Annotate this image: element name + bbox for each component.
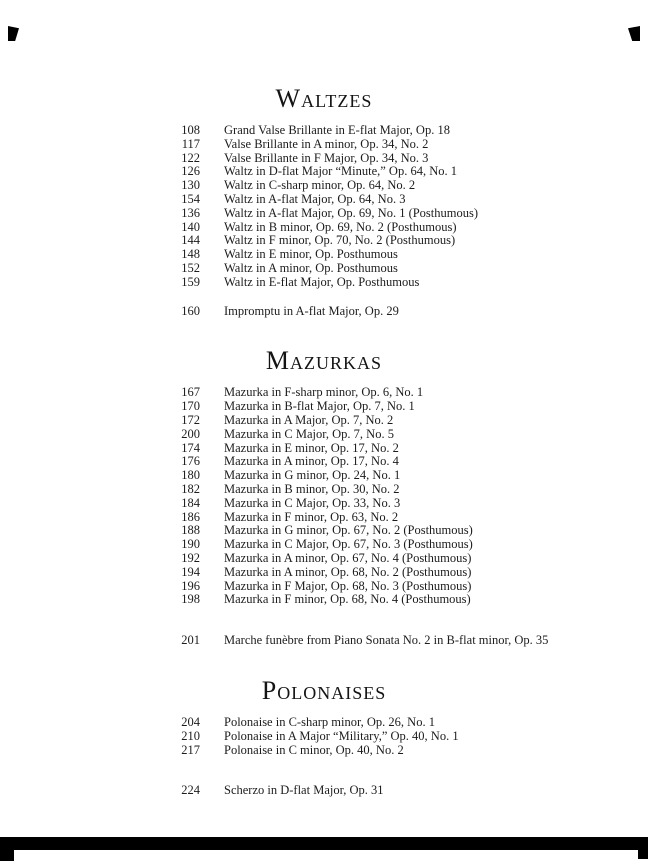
table-of-contents <box>0 84 648 798</box>
entry-page-number: 174 <box>181 440 200 455</box>
entry-page-number: 217 <box>181 742 200 757</box>
entry-page-number: 122 <box>181 150 200 165</box>
toc-entry <box>152 305 648 319</box>
entry-title: Waltz in D-flat Major “Minute,” Op. 64, No. 1 <box>224 164 457 179</box>
entry-page-number: 176 <box>181 454 200 469</box>
entry-page-number: 144 <box>181 233 200 248</box>
toc-entry <box>152 276 648 290</box>
entry-page-number: 194 <box>181 564 200 579</box>
toc-entry <box>152 716 648 730</box>
entry-title: Mazurka in B minor, Op. 30, No. 2 <box>224 481 400 496</box>
entry-title: Mazurka in F minor, Op. 63, No. 2 <box>224 509 399 524</box>
entry-page-number: 167 <box>181 385 200 400</box>
entry-page-number: 196 <box>181 578 200 593</box>
toc-entry <box>152 262 648 276</box>
entry-page-number: 182 <box>181 481 200 496</box>
toc-entry <box>152 455 648 469</box>
entry-page-number: 192 <box>181 550 200 565</box>
entry-page-number: 136 <box>181 205 200 220</box>
entry-title: Mazurka in A Major, Op. 7, No. 2 <box>224 412 394 427</box>
toc-entry <box>152 784 648 798</box>
toc-entry <box>152 248 648 262</box>
entry-title: Polonaise in C minor, Op. 40, No. 2 <box>224 742 404 757</box>
entry-title: Mazurka in F minor, Op. 68, No. 4 (Posthumous) <box>224 592 471 607</box>
toc-entry <box>152 414 648 428</box>
toc-section <box>0 305 648 319</box>
scan-mark-bottom-right <box>638 845 648 859</box>
entry-title: Mazurka in G minor, Op. 24, No. 1 <box>224 468 401 483</box>
toc-section <box>0 676 648 757</box>
entry-page-number: 190 <box>181 537 200 552</box>
section-entries <box>0 124 648 290</box>
toc-entry <box>152 483 648 497</box>
entry-page-number: 160 <box>181 303 200 318</box>
entry-title: Waltz in E-flat Major, Op. Posthumous <box>224 274 420 289</box>
section-entries <box>0 784 648 798</box>
toc-entry <box>152 207 648 221</box>
toc-entry <box>152 511 648 525</box>
section-heading: Polonaises <box>261 675 387 705</box>
entry-title: Waltz in C-sharp minor, Op. 64, No. 2 <box>224 178 416 193</box>
entry-page-number: 200 <box>181 426 200 441</box>
entry-page-number: 201 <box>181 633 200 648</box>
entry-title: Mazurka in F Major, Op. 68, No. 3 (Posthumous) <box>224 578 472 593</box>
toc-section <box>0 634 648 648</box>
toc-entry <box>152 580 648 594</box>
entry-page-number: 184 <box>181 495 200 510</box>
entry-title: Mazurka in A minor, Op. 68, No. 2 (Posthumous) <box>224 564 472 579</box>
toc-entry <box>152 400 648 414</box>
toc-entry <box>152 566 648 580</box>
entry-title: Waltz in A-flat Major, Op. 64, No. 3 <box>224 191 406 206</box>
entry-page-number: 170 <box>181 399 200 414</box>
toc-entry <box>152 165 648 179</box>
entry-title: Valse Brillante in A minor, Op. 34, No. 2 <box>224 136 429 151</box>
toc-entry <box>152 469 648 483</box>
toc-entry <box>152 234 648 248</box>
toc-entry <box>152 552 648 566</box>
scan-mark-top-right <box>628 26 640 41</box>
section-entries <box>0 716 648 757</box>
toc-section <box>0 784 648 798</box>
entry-title: Mazurka in G minor, Op. 67, No. 2 (Posthumous) <box>224 523 473 538</box>
toc-entry <box>152 744 648 758</box>
toc-entry <box>152 138 648 152</box>
toc-entry <box>152 593 648 607</box>
toc-entry <box>152 524 648 538</box>
entry-page-number: 224 <box>181 783 200 798</box>
entry-title: Mazurka in F-sharp minor, Op. 6, No. 1 <box>224 385 424 400</box>
toc-entry <box>152 386 648 400</box>
toc-entry <box>152 538 648 552</box>
entry-page-number: 159 <box>181 274 200 289</box>
section-entries <box>0 305 648 319</box>
entry-title: Valse Brillante in F Major, Op. 34, No. 3 <box>224 150 429 165</box>
entry-title: Waltz in F minor, Op. 70, No. 2 (Posthumous) <box>224 233 456 248</box>
scan-mark-top-left <box>8 26 19 41</box>
entry-title: Waltz in B minor, Op. 69, No. 2 (Posthumous) <box>224 219 457 234</box>
toc-section <box>0 84 648 290</box>
entry-page-number: 108 <box>181 123 200 137</box>
scan-mark-bottom-left <box>0 845 14 861</box>
toc-entry <box>152 221 648 235</box>
toc-entry <box>152 634 648 648</box>
entry-title: Mazurka in E minor, Op. 17, No. 2 <box>224 440 399 455</box>
entry-page-number: 204 <box>181 714 200 729</box>
entry-title: Waltz in A minor, Op. Posthumous <box>224 260 398 275</box>
entry-title: Mazurka in C Major, Op. 33, No. 3 <box>224 495 401 510</box>
entry-page-number: 117 <box>181 136 200 151</box>
entry-page-number: 198 <box>181 592 200 607</box>
entry-page-number: 188 <box>181 523 200 538</box>
toc-entry <box>152 152 648 166</box>
scan-mark-bottom-bar <box>0 837 648 850</box>
entry-page-number: 180 <box>181 468 200 483</box>
entry-title: Mazurka in A minor, Op. 67, No. 4 (Posthumous) <box>224 550 472 565</box>
toc-entry <box>152 730 648 744</box>
entry-page-number: 172 <box>181 412 200 427</box>
entry-page-number: 130 <box>181 178 200 193</box>
entry-title: Impromptu in A-flat Major, Op. 29 <box>224 303 399 318</box>
entry-title: Polonaise in C-sharp minor, Op. 26, No. 1 <box>224 714 435 729</box>
toc-entry <box>152 428 648 442</box>
toc-section <box>0 346 648 607</box>
section-heading: Mazurkas <box>265 346 383 376</box>
toc-entry <box>152 442 648 456</box>
entry-title: Mazurka in C Major, Op. 7, No. 5 <box>224 426 394 441</box>
toc-entry <box>152 497 648 511</box>
entry-page-number: 140 <box>181 219 200 234</box>
entry-title: Mazurka in C Major, Op. 67, No. 3 (Posthumous) <box>224 537 473 552</box>
entry-title: Mazurka in B-flat Major, Op. 7, No. 1 <box>224 399 415 414</box>
entry-page-number: 154 <box>181 191 200 206</box>
entry-page-number: 152 <box>181 260 200 275</box>
entry-title: Mazurka in A minor, Op. 17, No. 4 <box>224 454 399 469</box>
section-entries <box>0 386 648 607</box>
entry-title: Scherzo in D-flat Major, Op. 31 <box>224 783 384 798</box>
entry-page-number: 126 <box>181 164 200 179</box>
entry-page-number: 148 <box>181 247 200 262</box>
section-entries <box>0 634 648 648</box>
entry-title: Marche funèbre from Piano Sonata No. 2 in B-flat minor, Op. 35 <box>224 633 549 648</box>
toc-entry <box>152 179 648 193</box>
entry-title: Grand Valse Brillante in E-flat Major, Op. 18 <box>224 123 450 137</box>
entry-title: Waltz in E minor, Op. Posthumous <box>224 247 398 262</box>
toc-entry <box>152 193 648 207</box>
entry-title: Polonaise in A Major “Military,” Op. 40, No. 1 <box>224 728 459 743</box>
entry-title: Waltz in A-flat Major, Op. 69, No. 1 (Posthumous) <box>224 205 479 220</box>
toc-entry <box>152 124 648 138</box>
section-heading: Waltzes <box>275 84 373 113</box>
entry-page-number: 210 <box>181 728 200 743</box>
entry-page-number: 186 <box>181 509 200 524</box>
